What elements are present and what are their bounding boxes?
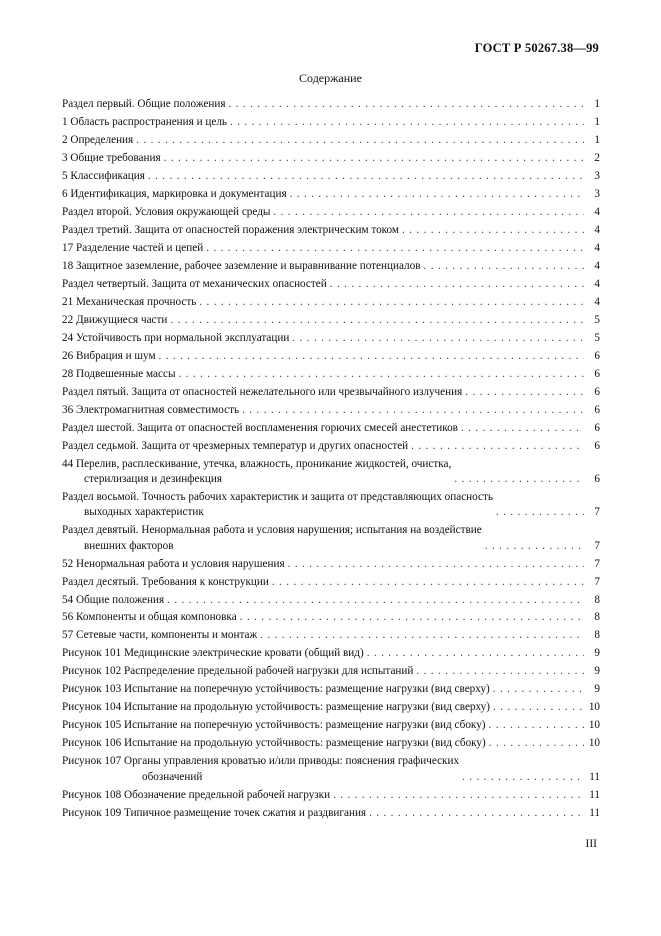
toc-entry[interactable] — [62, 151, 600, 166]
toc-entry-title: Рисунок 105 Испытание на поперечную устойчивость: размещение нагрузки (вид сбоку) — [62, 719, 486, 732]
toc-entry-title — [62, 490, 493, 521]
toc-entry[interactable] — [62, 313, 600, 328]
toc-entry-page: 11 — [589, 770, 600, 783]
dot-leader — [461, 421, 584, 436]
dot-leader — [164, 151, 584, 166]
toc-entry-page: 4 — [594, 205, 600, 218]
toc-entry[interactable] — [62, 295, 600, 310]
toc-entry-title: Рисунок 106 Испытание на продольную устойчивость: размещение нагрузки (вид сбоку) — [62, 737, 486, 750]
toc-entry[interactable] — [62, 575, 600, 590]
toc-entry-page: 11 — [589, 788, 600, 801]
toc-entry-page: 6 — [594, 421, 600, 434]
toc-heading: Содержание — [299, 71, 362, 85]
toc-entry[interactable] — [62, 557, 600, 572]
dot-leader — [242, 403, 584, 418]
toc-entry[interactable] — [62, 736, 600, 751]
toc-entry-page: 6 — [594, 385, 600, 398]
toc-entry-title: Раздел второй. Условия окружающей среды — [62, 205, 271, 218]
toc-entry-page: 10 — [588, 701, 600, 714]
toc-entry[interactable] — [62, 115, 600, 130]
dot-leader — [333, 788, 584, 803]
dot-leader — [367, 646, 584, 661]
toc-entry-page: 11 — [589, 806, 600, 819]
toc-entry-page: 1 — [594, 133, 600, 146]
toc-entry-page: 9 — [594, 647, 600, 660]
toc-entry-page: 4 — [594, 259, 600, 272]
toc-entry-page: 7 — [594, 557, 600, 570]
dot-leader — [229, 97, 584, 112]
dot-leader — [230, 115, 584, 130]
toc-entry[interactable] — [62, 788, 600, 803]
toc-entry-page: 7 — [594, 506, 600, 519]
toc-entry[interactable] — [62, 97, 600, 112]
dot-leader — [272, 575, 584, 590]
toc-entry-page: 6 — [594, 349, 600, 362]
toc-entry-title: 6 Идентификация, маркировка и документация — [62, 187, 287, 200]
toc-entry-page: 5 — [594, 331, 600, 344]
dot-leader — [292, 331, 584, 346]
dot-leader — [167, 593, 584, 608]
toc-entry-page: 7 — [594, 575, 600, 588]
toc-entry-title-line: стерилизация и дезинфекция — [84, 472, 223, 485]
dot-leader — [402, 223, 584, 238]
dot-leader — [206, 241, 584, 256]
toc-entry[interactable] — [62, 628, 600, 643]
toc-entry-title: 1 Область распространения и цель — [62, 115, 228, 128]
toc-entry[interactable] — [62, 700, 600, 715]
toc-entry-page: 8 — [594, 629, 600, 642]
toc-entry-title-line: внешних факторов — [84, 539, 174, 552]
toc-entry[interactable] — [62, 523, 600, 554]
toc-entry[interactable] — [62, 169, 600, 184]
toc-entry-title: 22 Движущиеся части — [62, 313, 168, 326]
toc-entry-title: Раздел седьмой. Защита от чрезмерных температур и других опасностей — [62, 439, 409, 452]
toc-entry-title: 36 Электромагнитная совместимость — [62, 403, 240, 416]
toc-entry-page: 2 — [594, 151, 600, 164]
toc-entry[interactable] — [62, 403, 600, 418]
toc-entry-page: 3 — [594, 169, 600, 182]
dot-leader — [159, 349, 584, 364]
toc-entry-title — [62, 754, 459, 785]
toc-entry[interactable] — [62, 205, 600, 220]
toc-entry-title: 26 Вибрация и шум — [62, 349, 156, 362]
toc-entry-title: 3 Общие требования — [62, 151, 161, 164]
dot-leader — [485, 539, 584, 554]
toc-entry[interactable] — [62, 718, 600, 733]
toc-entry-title-line: Рисунок 107 Органы управления кроватью и/или приводы: пояснения графических — [62, 755, 460, 768]
dot-leader — [424, 259, 584, 274]
toc-entry-title: 24 Устойчивость при нормальной эксплуатации — [62, 331, 290, 344]
toc-entry[interactable] — [62, 490, 600, 521]
toc-entry-title: Рисунок 109 Типичное размещение точек сжатия и раздвигания — [62, 806, 367, 819]
toc-entry[interactable] — [62, 682, 600, 697]
toc-entry[interactable] — [62, 349, 600, 364]
toc-entry-page: 8 — [594, 593, 600, 606]
toc-entry-title-line: выходных характеристик — [84, 506, 204, 519]
toc-entry-title-line: обозначений — [142, 770, 203, 783]
toc-entry-page: 3 — [594, 187, 600, 200]
toc-entry-page: 8 — [594, 611, 600, 624]
toc-entry[interactable] — [62, 367, 600, 382]
dot-leader — [170, 313, 584, 328]
toc-entry-title: Раздел четвертый. Защита от механических опасностей — [62, 277, 327, 290]
dot-leader — [290, 187, 584, 202]
toc-entry-title-line: 44 Перелив, расплескивание, утечка, влажность, проникание жидкостей, очистка, — [62, 457, 452, 470]
toc-entry-page: 4 — [594, 295, 600, 308]
toc-entry-title: Раздел шестой. Защита от опасностей воспламенения горючих смесей анестетиков — [62, 421, 458, 434]
toc-entry-title-line: Раздел восьмой. Точность рабочих характеристик и защита от представляющих опасность — [62, 490, 493, 503]
toc-entry-page: 4 — [594, 223, 600, 236]
dot-leader — [199, 295, 584, 310]
dot-leader — [369, 806, 584, 821]
toc-entry-page: 1 — [594, 115, 600, 128]
toc-entry[interactable] — [62, 421, 600, 436]
toc-entry-title — [62, 523, 482, 554]
toc-entry[interactable] — [62, 223, 600, 238]
dot-leader — [260, 628, 584, 643]
dot-leader — [136, 133, 584, 148]
dot-leader — [273, 205, 584, 220]
toc-entry[interactable] — [62, 241, 600, 256]
toc-entry-title: 18 Защитное заземление, рабочее заземление и выравнивание потенциалов — [62, 259, 421, 272]
toc-entry-page: 6 — [594, 472, 600, 485]
toc-entry-title: Рисунок 104 Испытание на продольную устойчивость: размещение нагрузки (вид сверху) — [62, 701, 490, 714]
toc-entry-page: 9 — [594, 683, 600, 696]
dot-leader — [330, 277, 584, 292]
toc-entry[interactable] — [62, 259, 600, 274]
toc-entry-title: 52 Ненормальная работа и условия нарушения — [62, 557, 285, 570]
dot-leader — [178, 367, 584, 382]
toc-entry-title: 2 Определения — [62, 133, 134, 146]
toc-entry-page: 1 — [594, 98, 600, 110]
dot-leader — [240, 610, 584, 625]
dot-leader — [462, 770, 584, 785]
toc-entry-page: 6 — [594, 367, 600, 380]
toc-entry-title: Раздел десятый. Требования к конструкции — [62, 575, 269, 588]
toc-entry-title — [62, 457, 451, 488]
toc-entry[interactable] — [62, 385, 600, 400]
table-of-contents — [62, 97, 600, 824]
dot-leader — [454, 472, 584, 487]
dot-leader — [465, 385, 584, 400]
page-number: III — [585, 838, 597, 850]
toc-entry-page: 4 — [594, 277, 600, 290]
toc-entry[interactable] — [62, 754, 600, 785]
toc-entry-title: Раздел третий. Защита от опасностей поражения электрическим током — [62, 223, 399, 236]
toc-entry[interactable] — [62, 593, 600, 608]
toc-entry-title: Раздел первый. Общие положения — [62, 98, 226, 110]
toc-entry-page: 4 — [594, 241, 600, 254]
dot-leader — [411, 439, 584, 454]
toc-entry-title: 17 Разделение частей и цепей — [62, 241, 204, 254]
toc-entry-page: 6 — [594, 403, 600, 416]
toc-entry[interactable] — [62, 439, 600, 454]
document-code: ГОСТ Р 50267.38—99 — [474, 41, 599, 55]
toc-entry[interactable] — [62, 133, 600, 148]
toc-entry-page: 10 — [588, 719, 600, 732]
toc-entry[interactable] — [62, 331, 600, 346]
toc-entry-title: 54 Общие положения — [62, 593, 165, 606]
toc-entry[interactable] — [62, 457, 600, 488]
dot-leader — [493, 700, 584, 715]
toc-entry-title: 5 Классификация — [62, 169, 145, 182]
toc-entry-title-line: Раздел девятый. Ненормальная работа и условия нарушения; испытания на воздействие — [62, 524, 482, 537]
toc-entry-title: 28 Подвешенные массы — [62, 367, 176, 380]
toc-entry-title: Рисунок 101 Медицинские электрические кровати (общий вид) — [62, 647, 364, 660]
toc-entry-title: 57 Сетевые части, компоненты и монтаж — [62, 629, 258, 642]
dot-leader — [489, 718, 584, 733]
toc-entry[interactable] — [62, 187, 600, 202]
toc-entry-title: Раздел пятый. Защита от опасностей нежелательного или чрезвычайного излучения — [62, 385, 463, 398]
dot-leader — [489, 736, 584, 751]
dot-leader — [496, 505, 584, 520]
toc-entry[interactable] — [62, 610, 600, 625]
dot-leader — [148, 169, 584, 184]
toc-entry-page: 6 — [594, 439, 600, 452]
toc-entry-page: 7 — [594, 539, 600, 552]
toc-entry-title: Рисунок 102 Распределение предельной рабочей нагрузки для испытаний — [62, 665, 414, 678]
toc-entry[interactable] — [62, 277, 600, 292]
toc-entry-page: 5 — [594, 313, 600, 326]
toc-entry[interactable] — [62, 646, 600, 661]
dot-leader — [493, 682, 584, 697]
toc-entry[interactable] — [62, 806, 600, 821]
toc-entry-title: Рисунок 103 Испытание на поперечную устойчивость: размещение нагрузки (вид сверху) — [62, 683, 490, 696]
toc-entry-title: 21 Механическая прочность — [62, 295, 197, 308]
toc-entry[interactable] — [62, 664, 600, 679]
toc-entry-title: 56 Компоненты и общая компоновка — [62, 611, 237, 624]
dot-leader — [288, 557, 584, 572]
dot-leader — [416, 664, 584, 679]
toc-entry-title: Рисунок 108 Обозначение предельной рабочей нагрузки — [62, 788, 331, 801]
toc-entry-page: 10 — [588, 737, 600, 750]
toc-entry-page: 9 — [594, 665, 600, 678]
